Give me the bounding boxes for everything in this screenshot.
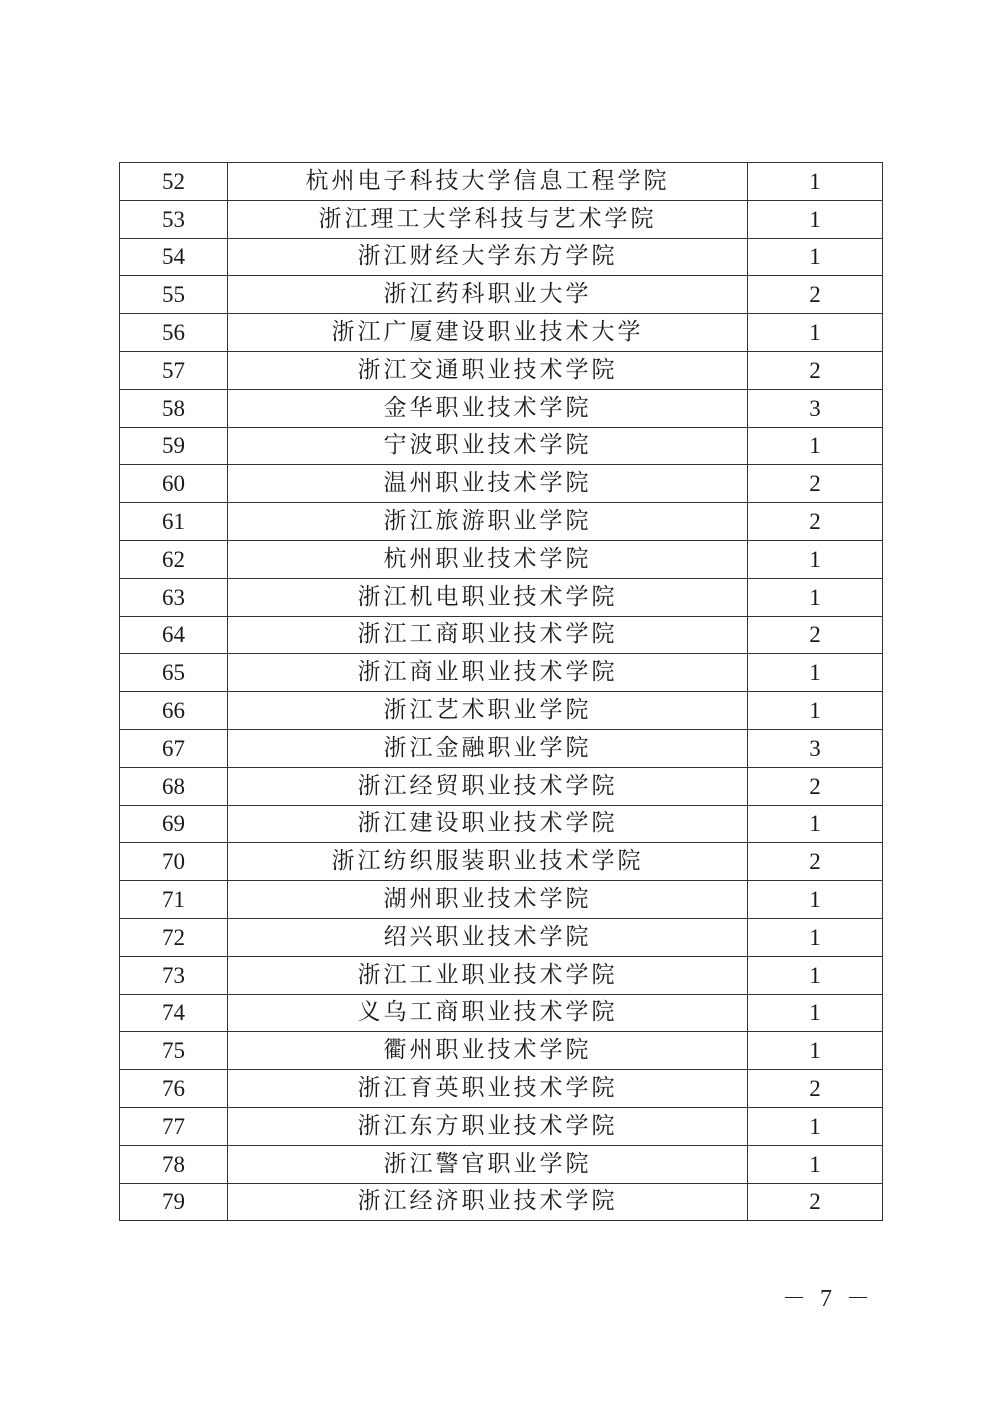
quota-count-cell: 1 xyxy=(748,540,883,578)
quota-count-cell: 2 xyxy=(748,351,883,389)
row-number-cell: 66 xyxy=(120,692,228,730)
quota-count-cell: 2 xyxy=(748,465,883,503)
college-name-cell: 浙江工商职业技术学院 xyxy=(228,616,748,654)
table-row xyxy=(120,616,883,654)
quota-count-cell: 2 xyxy=(748,276,883,314)
row-number-cell: 76 xyxy=(120,1070,228,1108)
row-number-cell: 74 xyxy=(120,994,228,1032)
quota-count-cell: 1 xyxy=(748,994,883,1032)
college-name-cell: 杭州职业技术学院 xyxy=(228,540,748,578)
quota-count-cell: 2 xyxy=(748,1070,883,1108)
row-number-cell: 54 xyxy=(120,238,228,276)
quota-count-cell: 1 xyxy=(748,918,883,956)
college-name-cell: 浙江工业职业技术学院 xyxy=(228,956,748,994)
quota-count-cell: 3 xyxy=(748,729,883,767)
row-number-cell: 57 xyxy=(120,351,228,389)
college-name-cell: 浙江金融职业学院 xyxy=(228,729,748,767)
table-row xyxy=(120,994,883,1032)
college-name-cell: 浙江机电职业技术学院 xyxy=(228,578,748,616)
college-name-cell: 浙江广厦建设职业技术大学 xyxy=(228,314,748,352)
quota-count-cell: 1 xyxy=(748,200,883,238)
row-number-cell: 61 xyxy=(120,503,228,541)
row-number-cell: 75 xyxy=(120,1032,228,1070)
row-number-cell: 73 xyxy=(120,956,228,994)
table-row xyxy=(120,1183,883,1221)
college-name-cell: 浙江纺织服装职业技术学院 xyxy=(228,843,748,881)
table-row xyxy=(120,1032,883,1070)
row-number-cell: 56 xyxy=(120,314,228,352)
quota-count-cell: 1 xyxy=(748,654,883,692)
row-number-cell: 62 xyxy=(120,540,228,578)
row-number-cell: 67 xyxy=(120,729,228,767)
quota-count-cell: 1 xyxy=(748,238,883,276)
college-name-cell: 浙江艺术职业学院 xyxy=(228,692,748,730)
row-number-cell: 72 xyxy=(120,918,228,956)
college-name-cell: 浙江东方职业技术学院 xyxy=(228,1107,748,1145)
college-name-cell: 湖州职业技术学院 xyxy=(228,881,748,919)
college-name-cell: 绍兴职业技术学院 xyxy=(228,918,748,956)
table-row xyxy=(120,465,883,503)
table-row xyxy=(120,654,883,692)
table-row xyxy=(120,276,883,314)
table-row xyxy=(120,351,883,389)
row-number-cell: 53 xyxy=(120,200,228,238)
table-row xyxy=(120,503,883,541)
row-number-cell: 71 xyxy=(120,881,228,919)
quota-count-cell: 1 xyxy=(748,805,883,843)
college-name-cell: 温州职业技术学院 xyxy=(228,465,748,503)
row-number-cell: 65 xyxy=(120,654,228,692)
quota-count-cell: 1 xyxy=(748,314,883,352)
college-name-cell: 浙江警官职业学院 xyxy=(228,1145,748,1183)
table-row xyxy=(120,767,883,805)
college-name-cell: 浙江财经大学东方学院 xyxy=(228,238,748,276)
table-row xyxy=(120,427,883,465)
quota-count-cell: 1 xyxy=(748,1032,883,1070)
quota-count-cell: 1 xyxy=(748,1145,883,1183)
table-row xyxy=(120,578,883,616)
row-number-cell: 79 xyxy=(120,1183,228,1221)
college-name-cell: 浙江交通职业技术学院 xyxy=(228,351,748,389)
quota-count-cell: 1 xyxy=(748,427,883,465)
table-row xyxy=(120,881,883,919)
college-name-cell: 金华职业技术学院 xyxy=(228,389,748,427)
college-name-cell: 杭州电子科技大学信息工程学院 xyxy=(228,163,748,201)
table-row xyxy=(120,1107,883,1145)
row-number-cell: 77 xyxy=(120,1107,228,1145)
row-number-cell: 58 xyxy=(120,389,228,427)
quota-count-cell: 1 xyxy=(748,578,883,616)
table-row xyxy=(120,918,883,956)
quota-count-cell: 2 xyxy=(748,767,883,805)
college-name-cell: 义乌工商职业技术学院 xyxy=(228,994,748,1032)
quota-count-cell: 1 xyxy=(748,692,883,730)
table-row xyxy=(120,238,883,276)
college-name-cell: 浙江旅游职业学院 xyxy=(228,503,748,541)
quota-count-cell: 3 xyxy=(748,389,883,427)
row-number-cell: 55 xyxy=(120,276,228,314)
college-quota-table xyxy=(119,162,883,1221)
row-number-cell: 69 xyxy=(120,805,228,843)
quota-count-cell: 2 xyxy=(748,1183,883,1221)
college-name-cell: 浙江经贸职业技术学院 xyxy=(228,767,748,805)
table-body xyxy=(120,163,883,1221)
college-name-cell: 衢州职业技术学院 xyxy=(228,1032,748,1070)
table-row xyxy=(120,729,883,767)
table-row xyxy=(120,200,883,238)
table-row xyxy=(120,540,883,578)
college-name-cell: 浙江药科职业大学 xyxy=(228,276,748,314)
row-number-cell: 59 xyxy=(120,427,228,465)
table-row xyxy=(120,1145,883,1183)
college-name-cell: 浙江建设职业技术学院 xyxy=(228,805,748,843)
row-number-cell: 64 xyxy=(120,616,228,654)
quota-count-cell: 1 xyxy=(748,956,883,994)
table-row xyxy=(120,314,883,352)
row-number-cell: 70 xyxy=(120,843,228,881)
quota-count-cell: 1 xyxy=(748,163,883,201)
quota-count-cell: 2 xyxy=(748,503,883,541)
table-row xyxy=(120,389,883,427)
row-number-cell: 60 xyxy=(120,465,228,503)
row-number-cell: 52 xyxy=(120,163,228,201)
row-number-cell: 63 xyxy=(120,578,228,616)
table-row xyxy=(120,843,883,881)
quota-count-cell: 1 xyxy=(748,881,883,919)
college-name-cell: 宁波职业技术学院 xyxy=(228,427,748,465)
row-number-cell: 78 xyxy=(120,1145,228,1183)
quota-count-cell: 2 xyxy=(748,616,883,654)
table-row xyxy=(120,1070,883,1108)
table-row xyxy=(120,692,883,730)
row-number-cell: 68 xyxy=(120,767,228,805)
page-number: － 7 － xyxy=(782,1286,874,1312)
college-name-cell: 浙江商业职业技术学院 xyxy=(228,654,748,692)
college-name-cell: 浙江经济职业技术学院 xyxy=(228,1183,748,1221)
quota-count-cell: 2 xyxy=(748,843,883,881)
table-row xyxy=(120,805,883,843)
college-name-cell: 浙江育英职业技术学院 xyxy=(228,1070,748,1108)
quota-count-cell: 1 xyxy=(748,1107,883,1145)
college-name-cell: 浙江理工大学科技与艺术学院 xyxy=(228,200,748,238)
table-row xyxy=(120,956,883,994)
table-row xyxy=(120,163,883,201)
